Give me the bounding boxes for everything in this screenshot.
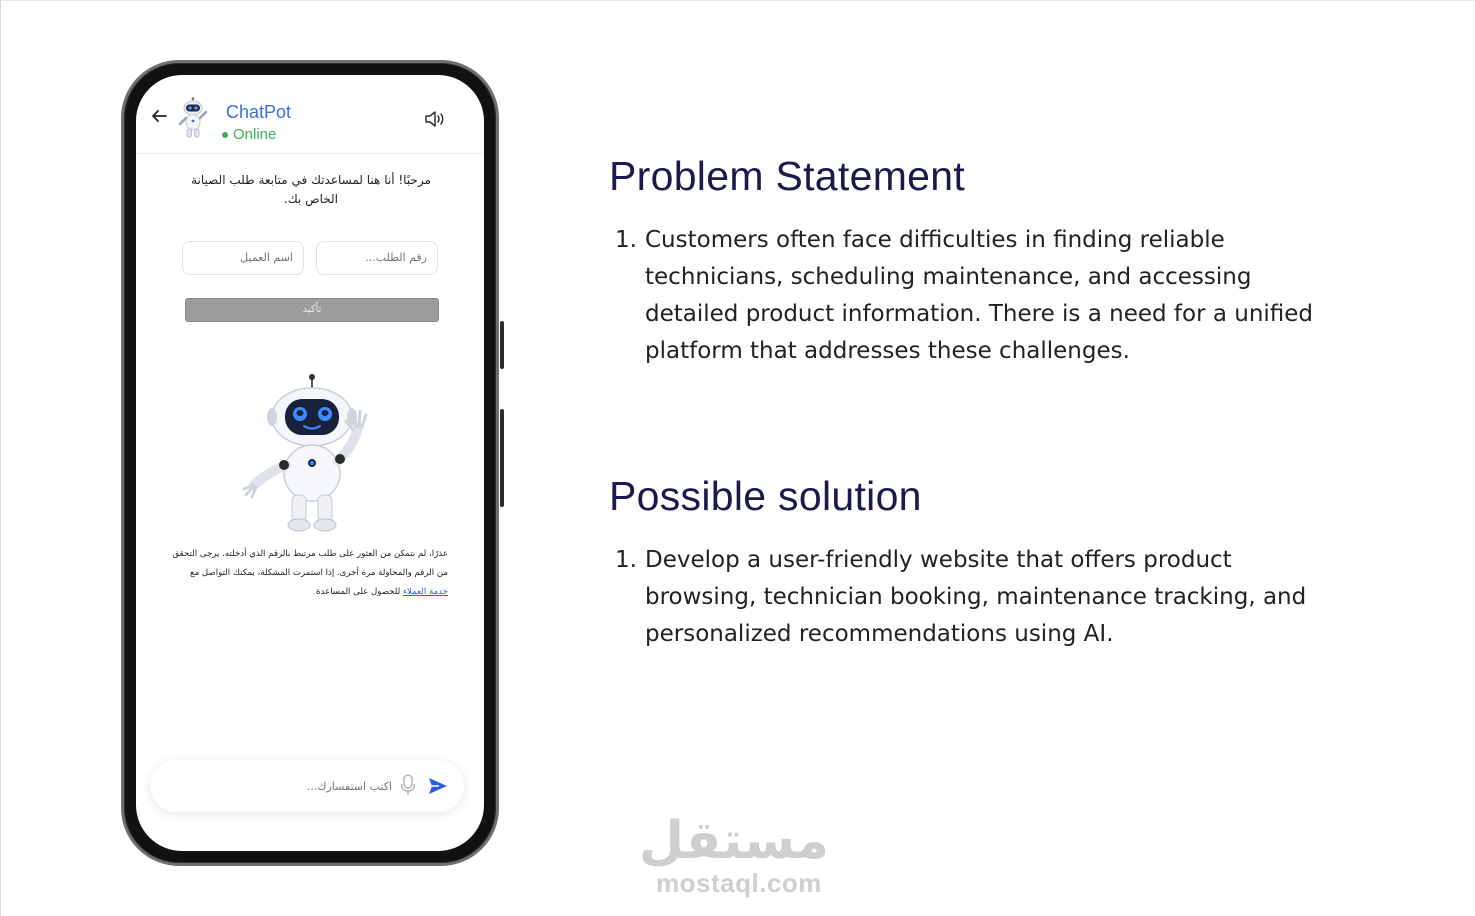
problem-statement-section (609, 153, 1329, 370)
solution-item-text: Develop a user-friendly website that offers product browsing, technician booking, maintenance tracking, and personalized recommendations using AI. (645, 547, 1307, 647)
list-item: 1. Develop a user-friendly website that offers product browsing, technician booking, maintenance tracking, and personalized recommendations using AI. (615, 547, 1307, 647)
watermark-arabic: مستقل (638, 811, 829, 871)
confirm-button[interactable]: تأكيد (185, 298, 439, 322)
order-number-input[interactable] (316, 241, 438, 275)
list-item: 1. Customers often face difficulties in finding reliable technicians, scheduling maintenance, and accessing detailed product information. There is a need for a unified platform that addresses these challenges. (615, 227, 1314, 364)
phone-mockup (121, 60, 499, 866)
send-icon[interactable] (428, 776, 448, 796)
bot-status (222, 126, 276, 143)
watermark-latin: mostaql.com (656, 868, 822, 898)
watermark-logo (638, 811, 829, 898)
bot-name: ChatPot (226, 102, 292, 122)
message-composer (150, 760, 464, 812)
possible-solution-section (609, 473, 1329, 653)
problem-list (609, 222, 1329, 370)
phone-volume-button (500, 409, 504, 507)
problem-statement-title: Problem Statement (609, 153, 966, 199)
customer-service-link[interactable]: خدمة العملاء (402, 587, 448, 597)
phone-screen (136, 75, 484, 851)
solution-list (609, 542, 1329, 653)
speaker-icon[interactable] (424, 109, 446, 129)
error-message-suffix: للحصول على المساعدة (316, 587, 401, 597)
error-message-body: عذرًا، لم نتمكن من العثور على طلب مرتبط بالرقم الذي أدخلته. يرجى التحقق من الرقم والمحاولة مرة أخرى. إذا استمرت المشكلة، يمكنك التواصل مع (172, 549, 448, 578)
problem-item-text: Customers often face difficulties in finding reliable technicians, scheduling maintenance, and accessing detailed product information. There is a need for a unified platform that addresses these challenges. (645, 227, 1314, 364)
arrow-left-icon[interactable] (150, 107, 168, 125)
message-input[interactable] (170, 774, 392, 798)
customer-name-input[interactable] (182, 241, 304, 275)
greeting-message: مرحبًا! أنا هنا لمساعدتك في متابعة طلب الصيانة الخاص بك. (191, 173, 431, 206)
microphone-icon[interactable] (400, 774, 416, 796)
error-message (172, 545, 448, 602)
robot-avatar-icon (176, 97, 210, 139)
robot-illustration (232, 373, 390, 535)
online-dot-icon (222, 132, 228, 138)
chat-header (136, 75, 484, 154)
status-label: Online (233, 126, 277, 143)
possible-solution-title: Possible solution (609, 473, 922, 519)
phone-side-button (500, 321, 504, 369)
